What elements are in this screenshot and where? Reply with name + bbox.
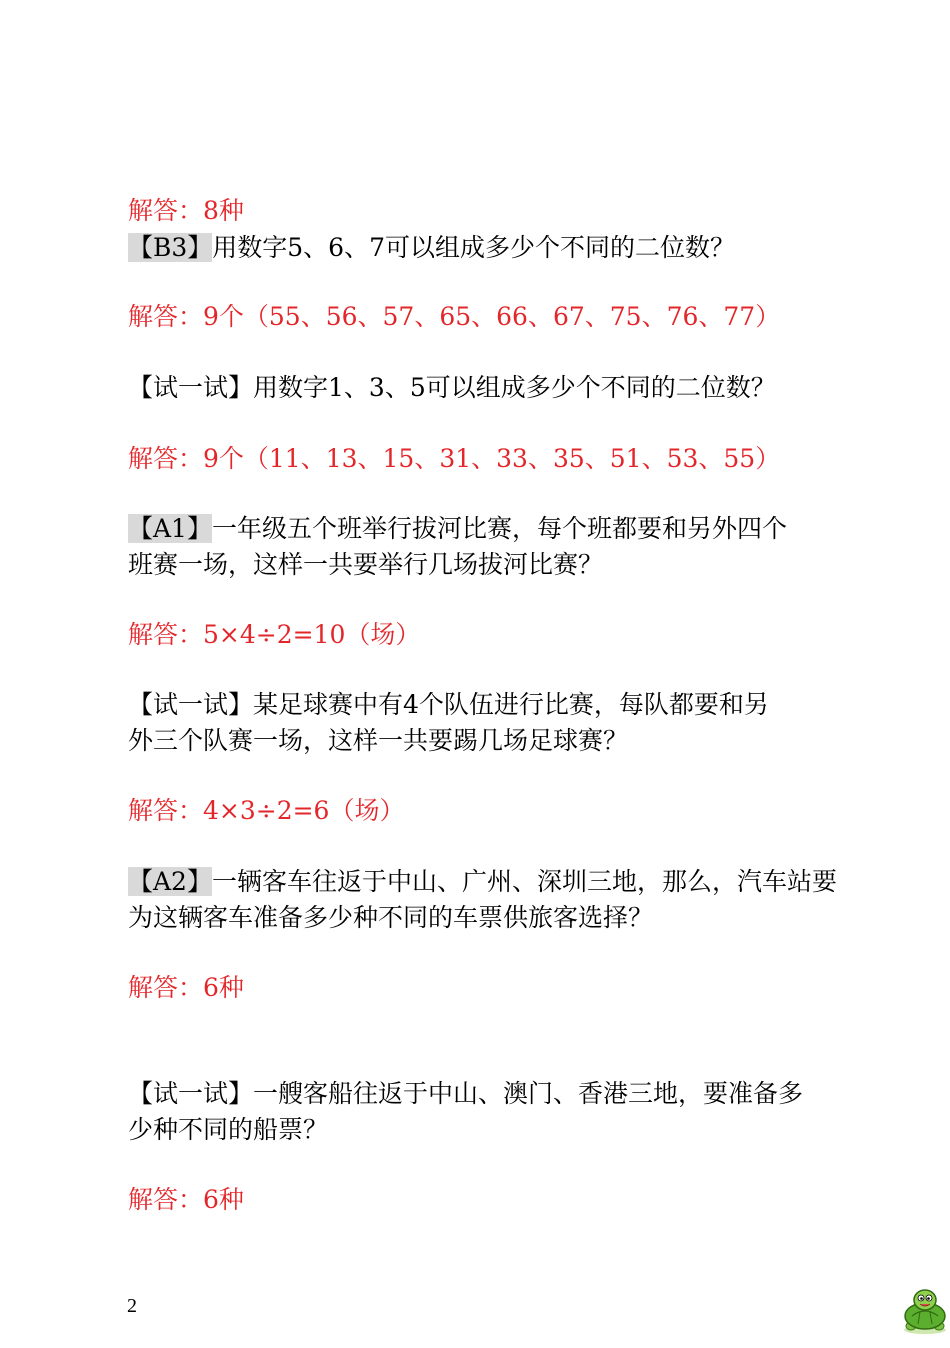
question-tag: 【B3】 xyxy=(128,233,213,262)
answer-text: 解答：6种 xyxy=(128,973,244,1002)
answer-text: 解答：5×4÷2=10（场） xyxy=(128,620,421,649)
question-tag: 【试一试】 xyxy=(128,1079,254,1108)
question-text: 用数字1、3、5可以组成多少个不同的二位数？ xyxy=(253,373,776,402)
question-tag: 【A2】 xyxy=(128,867,212,896)
question-text: 一辆客车往返于中山、广州、深圳三地，那么，汽车站要 xyxy=(211,867,837,896)
question-text-cont: 班赛一场，这样一共要举行几场拔河比赛？ xyxy=(128,550,604,579)
question-text: 一艘客船往返于中山、澳门、香港三地，要准备多 xyxy=(253,1079,804,1108)
question-try-2 xyxy=(128,688,769,722)
answer-text: 解答：6种 xyxy=(128,1185,244,1214)
question-a1 xyxy=(128,512,787,546)
question-text: 用数字5、6、7可以组成多少个不同的二位数？ xyxy=(212,233,736,262)
question-tag: 【A1】 xyxy=(128,514,212,543)
question-text: 某足球赛中有4个队伍进行比赛，每队都要和另 xyxy=(253,690,769,719)
answer-text: 解答：8种 xyxy=(128,196,244,225)
answer-text: 解答：9个（11、13、15、31、33、35、51、53、55） xyxy=(128,444,781,473)
question-b3 xyxy=(128,231,735,265)
answer-text: 解答：9个（55、56、57、65、66、67、75、76、77） xyxy=(128,302,781,331)
question-tag: 【试一试】 xyxy=(128,690,254,719)
question-text: 一年级五个班举行拔河比赛，每个班都要和另外四个 xyxy=(211,514,787,543)
question-tag: 【试一试】 xyxy=(128,373,254,402)
answer-text: 解答：4×3÷2=6（场） xyxy=(128,796,405,825)
question-text-cont: 为这辆客车准备多少种不同的车票供旅客选择？ xyxy=(128,903,654,932)
question-a2 xyxy=(128,865,837,899)
question-try-3 xyxy=(128,1077,803,1111)
page-number: 2 xyxy=(127,1295,137,1317)
question-text-cont: 少种不同的船票？ xyxy=(128,1115,329,1144)
turtle-icon xyxy=(900,1286,950,1336)
question-try-1 xyxy=(128,371,776,405)
question-text-cont: 外三个队赛一场，这样一共要踢几场足球赛？ xyxy=(128,726,629,755)
